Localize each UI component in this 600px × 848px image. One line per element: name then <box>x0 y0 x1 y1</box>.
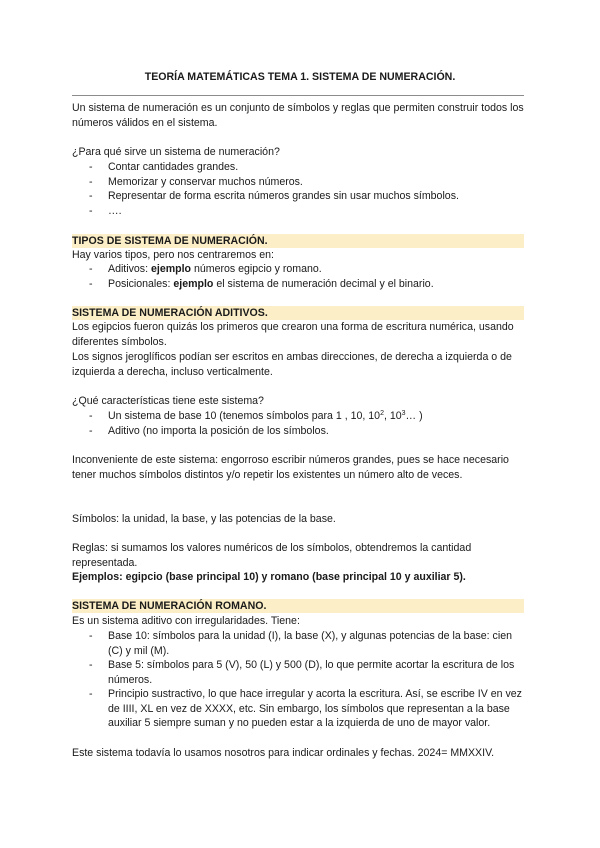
list-item: - Aditivos: ejemplo números egipcio y romano. <box>89 263 322 275</box>
additive-examples: Ejemplos: egipcio (base principal 10) y romano (base principal 10 y auxiliar 5). <box>72 571 466 583</box>
types-lead: Hay varios tipos, pero nos centraremos en: <box>72 249 274 261</box>
list-item: - Principio sustractivo, lo que hace irregular y acorta la escritura. Así, se escribe IV en vez de IIII, XL en vez de XXXX, etc. Sin embargo, los símbolos que representan a la base auxiliar 5 siempre suman y no pueden estar a la izquierda de uno de mayor valor. <box>89 688 522 730</box>
section-heading-additive: SISTEMA DE NUMERACIÓN ADITIVOS. <box>72 306 524 320</box>
additive-rules: Reglas: si sumamos los valores numéricos de los símbolos, obtendremos la cantidad representada. <box>72 542 472 569</box>
list-item: - Contar cantidades grandes. <box>89 161 239 173</box>
additive-symbols: Símbolos: la unidad, la base, y las potencias de la base. <box>72 513 336 525</box>
additive-paragraph-1: Los egipcios fueron quizás los primeros que crearon una forma de escritura numérica, usando diferentes símbolos. <box>72 321 514 348</box>
list-item: - Representar de forma escrita números grandes sin usar muchos símbolos. <box>89 190 459 202</box>
page-title: TEORÍA MATEMÁTICAS TEMA 1. SISTEMA DE NUMERACIÓN. <box>144 71 456 83</box>
list-item: - …. <box>89 205 122 217</box>
list-item: - Base 10: símbolos para la unidad (I), la base (X), y algunas potencias de la base: cien (C) y mil (M). <box>89 630 512 657</box>
list-item: - Posicionales: ejemplo el sistema de numeración decimal y el binario. <box>89 278 434 290</box>
section-heading-types: TIPOS DE SISTEMA DE NUMERACIÓN. <box>72 234 524 248</box>
roman-closing: Este sistema todavía lo usamos nosotros para indicar ordinales y fechas. 2024= MMXXIV. <box>72 747 495 759</box>
purpose-question: ¿Para qué sirve un sistema de numeración? <box>72 146 280 158</box>
roman-lead: Es un sistema aditivo con irregularidades. Tiene: <box>72 615 300 627</box>
additive-paragraph-2: Los signos jeroglíficos podían ser escritos en ambas direcciones, de derecha a izquierda o de izquierda a derecha, incluso verticalmente. <box>72 351 512 378</box>
intro-paragraph: Un sistema de numeración es un conjunto de símbolos y reglas que permiten construir todos los números válidos en el sistema. <box>72 102 524 129</box>
additive-question: ¿Qué características tiene este sistema? <box>72 395 264 407</box>
list-item: - Un sistema de base 10 (tenemos símbolos para 1 , 10, $10^2$, $10^3\dots$ ) <box>89 410 423 422</box>
list-item: - Memorizar y conservar muchos números. <box>89 176 303 188</box>
section-heading-roman: SISTEMA DE NUMERACIÓN ROMANO. <box>72 599 524 613</box>
list-item: - Aditivo (no importa la posición de los símbolos. <box>89 425 329 437</box>
additive-inconvenient: Inconveniente de este sistema: engorroso escribir números grandes, pues se hace necesario tener muchos símbolos distintos y/o repetir los existentes un número alto de veces. <box>72 454 509 481</box>
list-item: - Base 5: símbolos para 5 (V), 50 (L) y 500 (D), lo que permite acortar la escritura de los números. <box>89 659 515 686</box>
title-divider <box>72 95 524 96</box>
